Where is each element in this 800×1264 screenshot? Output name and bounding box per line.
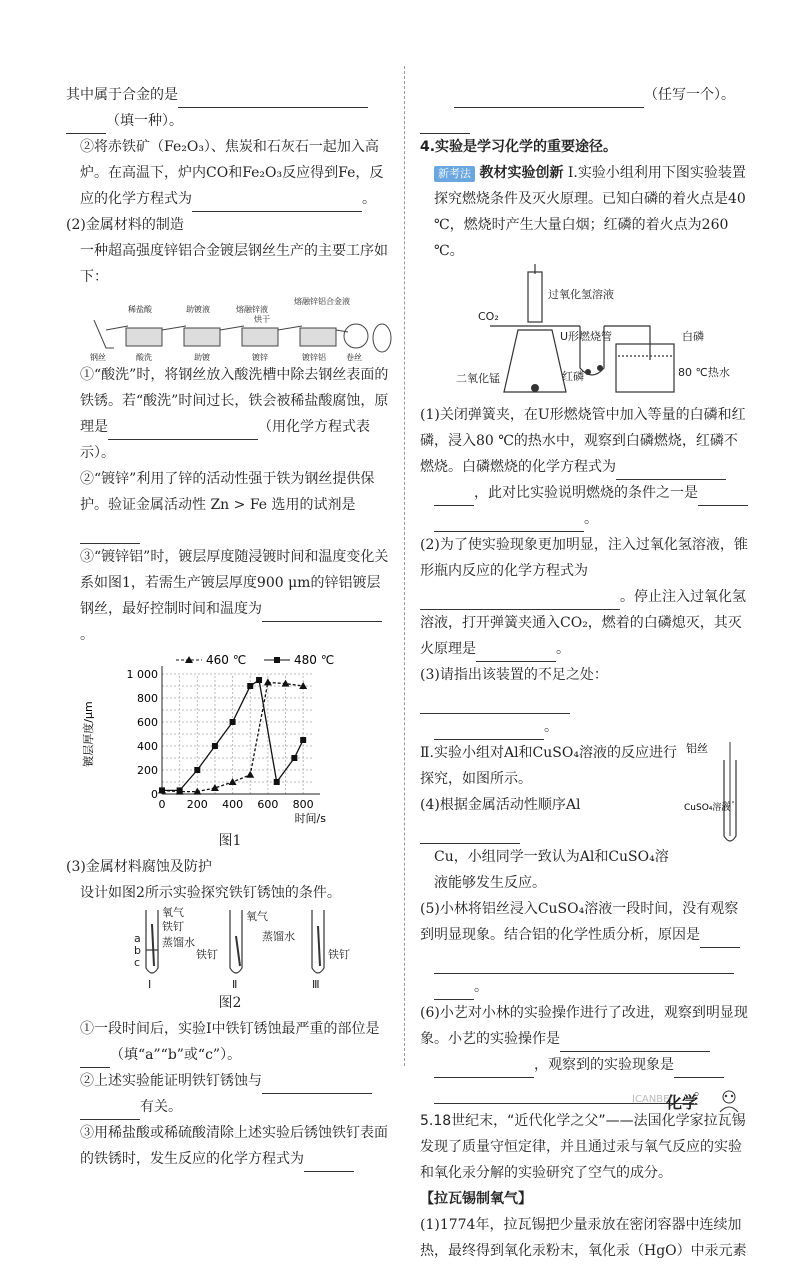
process-label: 镀锌铝: [302, 353, 326, 362]
tube-label: 蒸馏水: [262, 930, 295, 943]
column-divider: [404, 66, 406, 1066]
data-point-square: [274, 779, 280, 785]
figure-2-tubes: [66, 906, 394, 990]
tube-label: 铁钉: [162, 920, 184, 933]
section-3-heading: (3)金属材料腐蚀及防护: [66, 859, 212, 875]
tube-label: 氧气: [162, 906, 184, 919]
aluminum-tube-figure: [684, 740, 754, 850]
tube-label: 铁钉: [328, 948, 350, 961]
question-5-title: 5.18世纪末，“近代化学之父”——法国化学家拉瓦锡发现了质量守恒定律，并且通过汞与氧气反应的实验和氧化汞分解的实验研究了空气的成分。: [420, 1113, 746, 1181]
winding-drum: [344, 324, 368, 348]
process-label: 助镀: [194, 353, 210, 362]
apparatus-label: U形燃烧管: [560, 330, 613, 343]
process-label: 熔融锌铝合金液: [294, 297, 350, 306]
process-label: 镀锌: [252, 353, 268, 362]
y-tick-label: 600: [137, 716, 158, 729]
legend-label: 460 ℃: [206, 653, 247, 667]
conical-flask: [504, 330, 566, 392]
x-tick-label: 600: [257, 798, 279, 811]
page-footer: [632, 1088, 762, 1114]
previous-answer-line: （任写一个）。: [420, 82, 748, 134]
apparatus-label: 红磷: [562, 370, 584, 383]
tube-number: Ⅲ: [312, 978, 320, 990]
process-label: 酸洗: [136, 353, 152, 362]
alloy-question: 其中属于合金的是: [66, 82, 394, 108]
rust-condition-question: ②上述实验能证明铁钉锈蚀与: [66, 1068, 394, 1094]
tube-label-solution: CuSO₄溶液: [684, 803, 731, 813]
nail-1: [152, 924, 154, 966]
water-beaker: [616, 344, 674, 392]
zinc-aluminum-tank: [300, 328, 336, 346]
process-label: 稀盐酸: [128, 305, 152, 314]
process-label: 助镀液: [186, 305, 210, 314]
tube-label: 铁钉: [196, 948, 218, 961]
wire-coil: [373, 324, 391, 352]
tube-number: Ⅱ: [232, 978, 238, 990]
data-point-square: [212, 743, 218, 749]
question-4-1-end: 。: [420, 506, 748, 532]
question-4-4-b: Cu，小组同学一致认为Al和CuSO₄溶液能够发生反应。: [434, 849, 669, 891]
x-tick-label: 400: [222, 798, 244, 811]
question-4-2: (2)为了使实验现象更加明显，注入过氧化氢溶液，锥形瓶内反应的化学方程式为。停止注入过氧化氢溶液，打开弹簧夹通入CO₂，燃着的白磷熄灭，其灭火原理是 。: [420, 532, 748, 662]
question-5-1: (1)1774年，拉瓦锡把少量汞放在密闭容器中连续加热，最终得到氧化汞粉末，氧化汞（HgO）中汞元素: [420, 1217, 747, 1259]
flux-tank: [184, 328, 220, 346]
nail-2: [236, 936, 240, 966]
data-point-triangle: [282, 680, 290, 687]
y-axis-label: 镀层厚度/μm: [82, 701, 95, 767]
blast-furnace-question: ②将赤铁矿（Fe₂O₃）、焦炭和石灰石一起加入高炉。在高温下，炉内CO和Fe₂O₃反应得到Fe，反应的化学方程式为 。: [66, 134, 394, 212]
data-point-square: [230, 719, 236, 725]
rust-removal-question: ③用稀盐酸或稀硫酸清除上述实验后锈蚀铁钉表面的铁锈时，发生反应的化学方程式为: [66, 1120, 394, 1172]
x-tick-label: 200: [186, 798, 208, 811]
tube-number: Ⅰ: [148, 978, 152, 990]
part-1-intro: 新考法 教材实验创新 Ⅰ.实验小组利用下图实验装置探究燃烧条件及灭火原理。已知白磷的着火点是40 ℃，燃烧时产生大量白烟；红磷的着火点为260 ℃。: [434, 165, 746, 259]
new-method-badge: 新考法: [434, 166, 475, 182]
rust-position-question: ①一段时间后，实验Ⅰ中铁钉锈蚀最严重的部位是（填“a”“b”或“c”）。: [66, 1016, 394, 1068]
data-point-triangle: [264, 678, 272, 685]
nail-3: [318, 926, 320, 966]
red-phosphorus-dot: [597, 365, 603, 371]
tube-label: b: [134, 944, 141, 957]
question-4-6-end: 。: [420, 1078, 748, 1104]
part-2-block: [420, 740, 748, 896]
zinc-plating-question: ②“镀锌”利用了锌的活动性强于铁为钢丝提供保护。验证金属活动性 Zn > Fe 选用的试剂是: [66, 466, 394, 544]
tube-label: a: [134, 932, 141, 945]
question-4-5: (5)小林将铝丝浸入CuSO₄溶液一段时间，没有观察到明显现象。结合铝的化学性质分析，原因是: [420, 896, 748, 948]
right-column: [420, 82, 748, 1264]
question-5-subheading: 【拉瓦锡制氧气】: [420, 1191, 532, 1207]
question-4-4: (4)根据金属活动性顺序Al: [420, 792, 748, 844]
x-tick-label: 800: [292, 798, 314, 811]
question-4-6-b: ，观察到的实验现象是: [420, 1052, 748, 1078]
section-2-text: 一种超高强度锌铝合金镀层钢丝生产的主要工序如下：: [80, 243, 388, 285]
data-point-square: [177, 787, 183, 793]
x-tick-label: 0: [158, 798, 166, 811]
question-4-title: 4.实验是学习化学的重要途径。: [420, 139, 618, 155]
question-4-6: (6)小艺对小林的实验操作进行了改进，观察到明显现象。小艺的实验操作是: [420, 1000, 748, 1052]
section-2-heading: (2)金属材料的制造: [66, 217, 184, 233]
question-4-3-end: 。: [420, 714, 748, 740]
process-label: 钢丝: [90, 353, 106, 362]
footer-subject: 化学: [666, 1093, 699, 1112]
production-process-figure: [66, 290, 394, 362]
manganese-dioxide-dot: [531, 384, 539, 392]
tube-label-aluminum: 铝丝: [686, 742, 708, 755]
y-tick-label: 800: [137, 692, 158, 705]
zinc-aluminum-question: ③“镀锌铝”时，镀层厚度随浸镀时间和温度变化关系如图1，若需生产镀层厚度900 μm的锌铝镀层钢丝，最好控制时间和温度为。: [80, 549, 389, 643]
tube-label: c: [134, 956, 141, 969]
question-4-5-b: [420, 948, 748, 974]
apparatus-label: 80 ℃热水: [678, 366, 730, 379]
acid-tank: [126, 328, 162, 346]
data-point-square: [300, 737, 306, 743]
x-axis-label: 时间/s: [294, 812, 326, 825]
left-column: [66, 82, 394, 1172]
data-point-triangle: [246, 771, 254, 778]
section-3-text: 设计如图2所示实验探究铁钉锈蚀的条件。: [80, 885, 341, 901]
steel-wire-coil: [94, 320, 114, 348]
alloy-question-end: （填一种）。: [66, 108, 394, 134]
figure-1-chart: [66, 652, 394, 828]
legend-marker: [274, 657, 280, 663]
process-label: 熔融锌液: [236, 305, 268, 314]
process-diagram: [66, 290, 394, 362]
zinc-tank: [242, 328, 278, 346]
apparatus-label: 白磷: [682, 330, 704, 343]
question-4-5-end: 。: [420, 974, 748, 1000]
apparatus-label: 过氧化氢溶液: [548, 288, 614, 301]
figure-2-caption: 图2: [218, 995, 242, 1011]
apparatus-label: 二氧化锰: [456, 372, 500, 385]
mascot-icon: [714, 1088, 744, 1114]
combustion-apparatus: [420, 264, 748, 402]
white-phosphorus-dot: [585, 369, 591, 375]
process-label: 卷丝: [346, 353, 362, 362]
data-point-square: [194, 767, 200, 773]
syringe: [528, 272, 542, 322]
thickness-time-chart: [66, 652, 394, 828]
apparatus-label: CO₂: [478, 310, 499, 323]
figure-1-caption: 图1: [218, 833, 242, 849]
y-tick-label: 0: [151, 788, 158, 801]
data-point-square: [291, 755, 297, 761]
data-point-square: [159, 787, 165, 793]
question-4-1-b: ，此对比实验说明燃烧的条件之一是: [420, 480, 748, 506]
part-2-intro: Ⅱ.实验小组对Al和CuSO₄溶液的反应进行探究，如图所示。: [420, 745, 677, 787]
footer-brand: ICANBE: [632, 1094, 670, 1105]
y-tick-label: 1 000: [126, 668, 158, 681]
process-label: 烘干: [254, 315, 270, 324]
acid-wash-question: ①“酸洗”时，将钢丝放入酸洗槽中除去钢丝表面的铁锈。若“酸洗”时间过长，铁会被稀盐酸腐蚀，原理是 （用化学方程式表示）。: [80, 367, 389, 461]
y-tick-label: 400: [137, 740, 158, 753]
legend-label: 480 ℃: [294, 653, 335, 667]
data-point-square: [256, 677, 262, 683]
data-point-square: [247, 683, 253, 689]
y-tick-label: 200: [137, 764, 158, 777]
tube-label: 氧气: [246, 910, 268, 923]
rust-condition-end: 有关。: [66, 1094, 394, 1120]
tube-label: 蒸馏水: [162, 936, 195, 949]
question-4-1: (1)关闭弹簧夹，在U形燃烧管中加入等量的白磷和红磷，浸入80 ℃的热水中，观察到白磷燃烧，红磷不燃烧。白磷燃烧的化学方程式为: [420, 402, 748, 480]
question-4-3: (3)请指出该装置的不足之处：: [420, 662, 748, 714]
